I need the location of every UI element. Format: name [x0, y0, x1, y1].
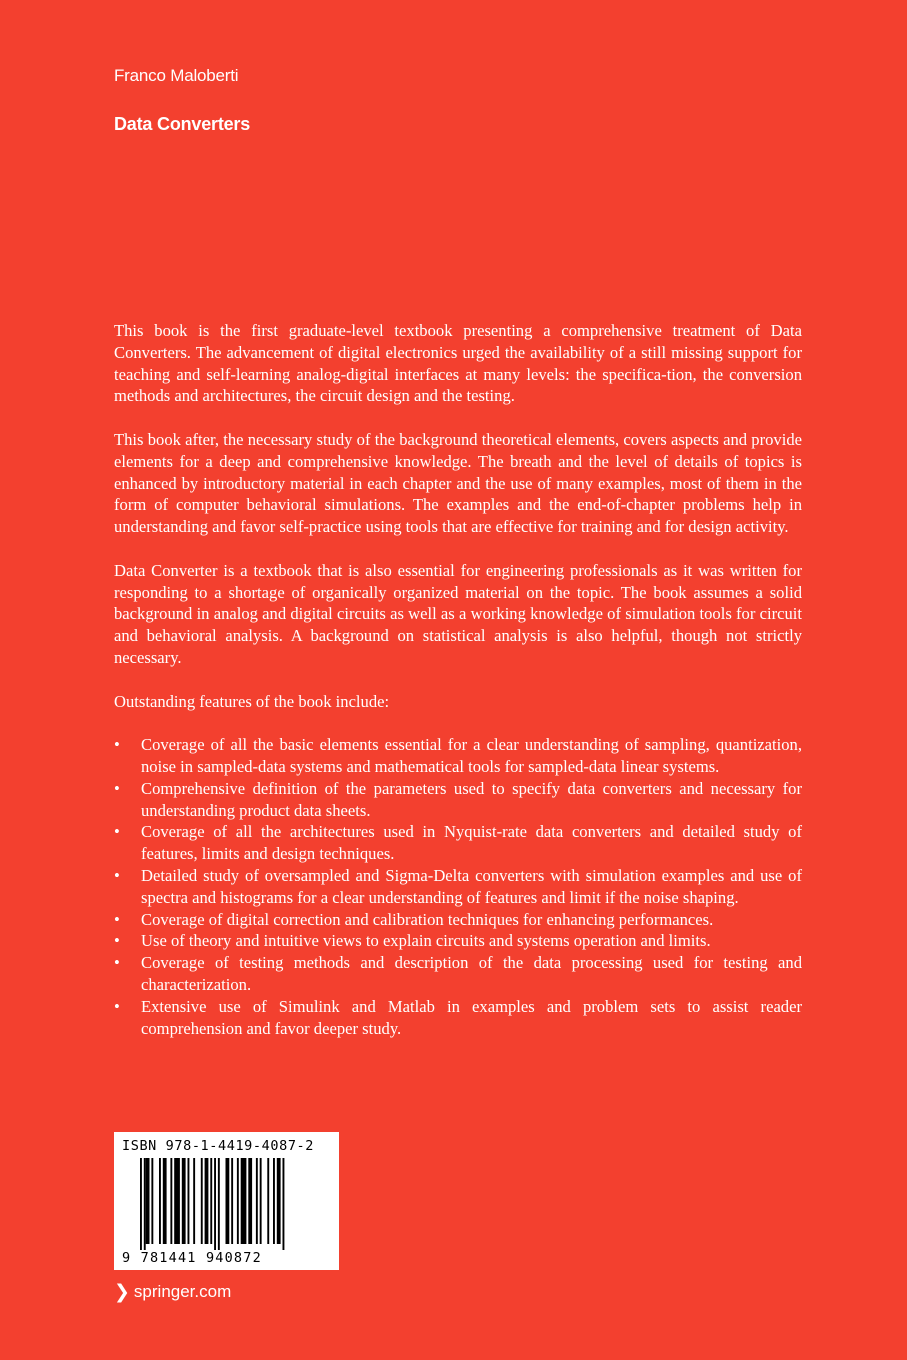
barcode-bar [226, 1158, 230, 1244]
barcode-bar [283, 1158, 285, 1250]
bullet-icon: • [114, 953, 120, 973]
barcode-bar [248, 1158, 252, 1244]
barcode-bar [201, 1158, 203, 1244]
feature-item [114, 821, 802, 865]
description-paragraph-2: This book after, the necessary study of the background theoretical elements, covers aspects and provide elements for a deep and comprehensive knowledge. The breath and the level of details of topics is enhanced by introductory material in each chapter and the use of many examples, most of them in the form of computer behavioral simulations. The examples and the end-of-chapter problems help in understanding and favor self-practice using tools that are effective for training and for design activity. [114, 429, 802, 537]
feature-item [114, 734, 802, 778]
feature-text: Extensive use of Simulink and Matlab in examples and problem sets to assist reader comprehension and favor deeper study. [141, 996, 802, 1038]
feature-text: Coverage of all the basic elements essential for a clear understanding of sampling, quantization, noise in sampled-data systems and mathematical tools for sampled-data linear systems. [141, 735, 802, 776]
barcode-bar [140, 1158, 142, 1250]
feature-item [114, 996, 802, 1040]
barcode-bar [260, 1158, 262, 1244]
isbn-label: ISBN 978-1-4419-4087-2 [122, 1138, 315, 1154]
barcode-bars [140, 1158, 316, 1250]
barcode-bar [231, 1158, 233, 1244]
feature-item [114, 778, 802, 822]
bullet-icon: • [114, 822, 120, 842]
ean-digits: 9 781441 940872 [122, 1250, 262, 1266]
book-description [114, 320, 802, 1039]
barcode-bar [151, 1158, 153, 1244]
feature-text: Coverage of testing methods and description of the data processing used for testing and characterization. [141, 953, 802, 994]
bullet-icon: • [114, 778, 120, 798]
barcode-bar [241, 1158, 247, 1244]
barcode-bar [193, 1158, 195, 1244]
features-intro: Outstanding features of the book include: [114, 691, 390, 711]
feature-text: Coverage of all the architectures used in Nyquist-rate data converters and detailed study of features, limits and design techniques. [141, 822, 802, 864]
barcode-bar [144, 1158, 146, 1250]
barcode-bar [170, 1158, 172, 1244]
isbn-barcode [114, 1132, 339, 1270]
barcode-bar [277, 1158, 281, 1244]
feature-item [114, 952, 802, 996]
barcode-bar [159, 1158, 161, 1244]
publisher-link[interactable] [114, 1282, 231, 1302]
features-list [114, 734, 802, 1039]
barcode-bar [218, 1158, 220, 1250]
description-paragraph-3: Data Converter is a textbook that is also essential for engineering professionals as it was written for responding to a shortage of organically organized material on the topic. The book assumes a solid background in analog and digital circuits as well as a working knowledge of simulation tools for circuit and behavioral analysis. A background on statistical analysis is also helpful, though not strictly necessary. [114, 560, 802, 667]
author-name: Franco Maloberti [114, 66, 239, 85]
barcode-bar [256, 1158, 258, 1244]
barcode-bar [146, 1158, 150, 1244]
barcode-bar [188, 1158, 190, 1244]
bullet-icon: • [114, 909, 120, 929]
book-title: Data Converters [114, 114, 251, 134]
barcode-bar [237, 1158, 239, 1244]
barcode-bar [214, 1158, 216, 1250]
chevron-right-icon: ❯ [114, 1281, 130, 1303]
feature-text: Detailed study of oversampled and Sigma-Delta converters with simulation examples and use of spectra and histograms for a clear understanding of features and limit if the noise shaping. [141, 865, 802, 907]
barcode-bar [273, 1158, 275, 1244]
feature-item [114, 865, 802, 909]
barcode-bar [163, 1158, 167, 1244]
description-paragraph-1: This book is the first graduate-level textbook presenting a comprehensive treatment of Data Converters. The advancement of digital electronics urged the availability of a still missing support for teaching and self-learning analog-digital interfaces at many levels: the specifica-tion, the conversion methods and architectures, the circuit design and the testing. [114, 321, 802, 406]
barcode-bar [174, 1158, 180, 1244]
barcode-bar [205, 1158, 209, 1244]
barcode-bar [210, 1158, 212, 1244]
feature-item [114, 909, 802, 931]
feature-text: Use of theory and intuitive views to explain circuits and systems operation and limits. [141, 931, 711, 951]
barcode-bar [182, 1158, 186, 1244]
bullet-icon: • [114, 865, 120, 885]
publisher-url: springer.com [133, 1282, 232, 1301]
bullet-icon: • [114, 735, 120, 755]
bullet-icon: • [114, 996, 120, 1016]
feature-item [114, 930, 802, 952]
bullet-icon: • [114, 931, 120, 951]
feature-text: Comprehensive definition of the parameters used to specify data converters and necessary for understanding product data sheets. [141, 778, 802, 820]
barcode-bar [267, 1158, 269, 1244]
feature-text: Coverage of digital correction and calibration techniques for enhancing performances. [141, 909, 714, 929]
